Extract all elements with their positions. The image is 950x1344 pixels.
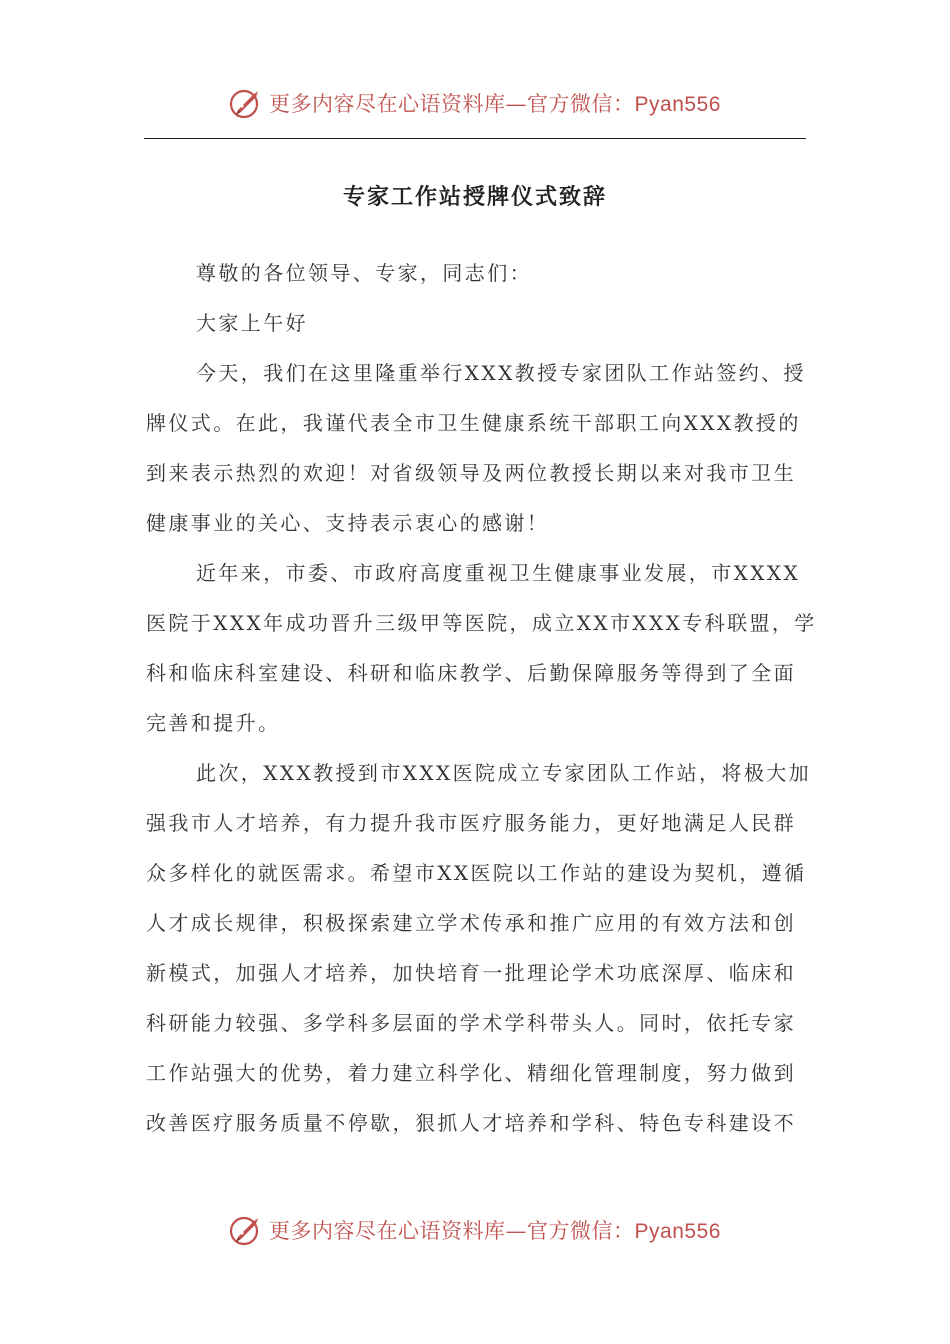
- footer-banner: [0, 1208, 950, 1252]
- paragraph-3-line-8: 改善医疗服务质量不停歇，狠抓人才培养和学科、特色专科建设不: [146, 1111, 796, 1135]
- wechat-id: Pyan556: [634, 93, 721, 116]
- header-divider: [144, 138, 806, 139]
- pen-logo-icon: [229, 86, 263, 120]
- wechat-id: Pyan556: [634, 1220, 721, 1243]
- greeting: 大家上午好: [196, 311, 308, 335]
- paragraph-1-line-1: 今天，我们在这里隆重举行XXX教授专家团队工作站签约、授: [196, 361, 806, 385]
- paragraph-2-line-1: 近年来，市委、市政府高度重视卫生健康事业发展，市XXXX: [196, 561, 801, 585]
- paragraph-2-line-2: 医院于XXX年成功晋升三级甲等医院，成立XX市XXX专科联盟，学: [146, 611, 817, 635]
- paragraph-2-line-4: 完善和提升。: [146, 711, 281, 735]
- paragraph-1-line-4: 健康事业的关心、支持表示衷心的感谢！: [146, 511, 550, 535]
- paragraph-3-line-4: 人才成长规律，积极探索建立学术传承和推广应用的有效方法和创: [146, 911, 796, 935]
- document-title: 专家工作站授牌仪式致辞: [342, 184, 607, 210]
- salutation: 尊敬的各位领导、专家，同志们：: [196, 261, 532, 285]
- paragraph-3-line-2: 强我市人才培养，有力提升我市医疗服务能力，更好地满足人民群: [146, 811, 796, 835]
- banner-text: 更多内容尽在心语资料库—官方微信：Pyan556: [269, 92, 721, 116]
- pen-logo-icon: [229, 1213, 263, 1247]
- paragraph-2-line-3: 科和临床科室建设、科研和临床教学、后勤保障服务等得到了全面: [146, 661, 796, 685]
- paragraph-3-line-5: 新模式，加强人才培养，加快培育一批理论学术功底深厚、临床和: [146, 961, 796, 985]
- paragraph-3-line-1: 此次，XXX教授到市XXX医院成立专家团队工作站，将极大加: [196, 761, 812, 785]
- paragraph-3-line-3: 众多样化的就医需求。希望市XX医院以工作站的建设为契机，遵循: [146, 861, 807, 885]
- paragraph-3-line-6: 科研能力较强、多学科多层面的学术学科带头人。同时，依托专家: [146, 1011, 796, 1035]
- document-body: [146, 248, 817, 1148]
- paragraph-3-line-7: 工作站强大的优势，着力建立科学化、精细化管理制度，努力做到: [146, 1061, 796, 1085]
- paragraph-1-line-3: 到来表示热烈的欢迎！对省级领导及两位教授长期以来对我市卫生: [146, 461, 796, 485]
- header-banner: [0, 81, 950, 125]
- banner-text: 更多内容尽在心语资料库—官方微信：Pyan556: [269, 1219, 721, 1243]
- paragraph-1-line-2: 牌仪式。在此，我谨代表全市卫生健康系统干部职工向XXX教授的: [146, 411, 801, 435]
